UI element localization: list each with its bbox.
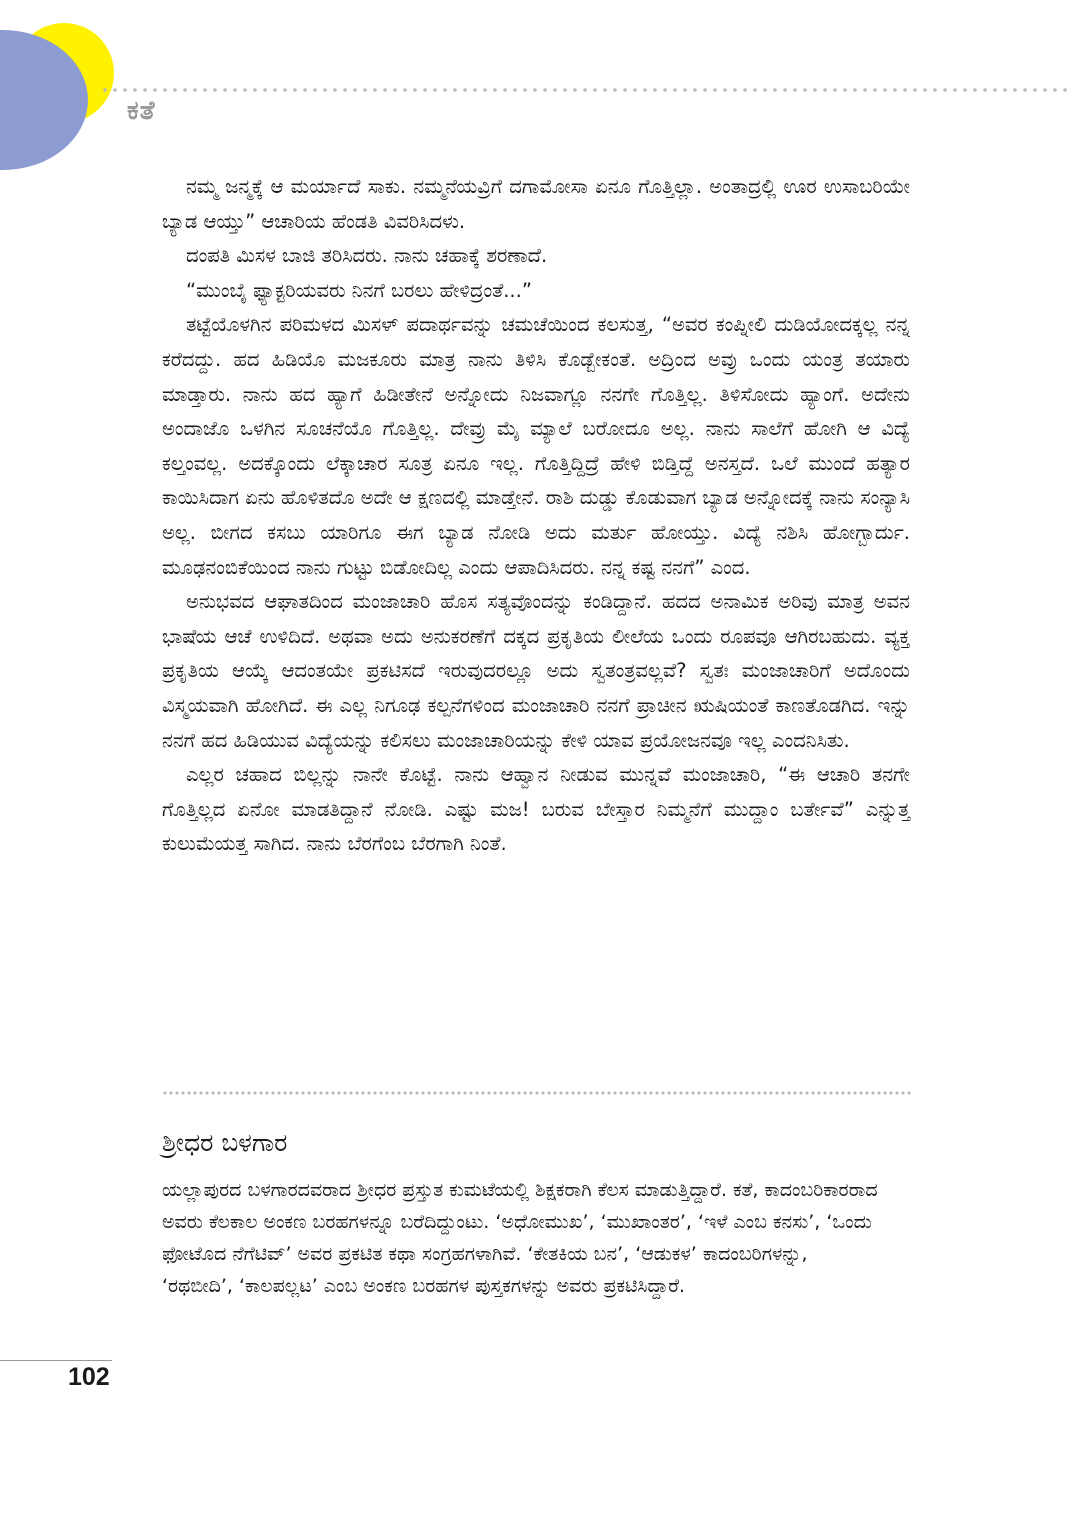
header-dotted-divider [100,87,1072,93]
page-number: 102 [68,1363,110,1391]
author-bio: ಯಲ್ಲಾಪುರದ ಬಳಗಾರದವರಾದ ಶ್ರೀಧರ ಪ್ರಸ್ತುತ ಕುಮಟೆಯಲ್ಲಿ ಶಿಕ್ಷಕರಾಗಿ ಕೆಲಸ ಮಾಡುತ್ತಿದ್ದಾರೆ. ಕತೆ, ಕಾದಂಬರಿಕಾರರಾದ ಅವರು ಕೆಲಕಾಲ ಅಂಕಣ ಬರಹಗಳನ್ನೂ ಬರೆದಿದ್ದುಂಟು. ‘ಅಧೋಮುಖ’, ‘ಮುಖಾಂತರ’, ‘ಇಳೆ ಎಂಬ ಕನಸು’, ‘ಒಂದು ಫೋಟೊದ ನೆಗೆಟಿವ್’ ಅವರ ಪ್ರಕಟಿತ ಕಥಾ ಸಂಗ್ರಹಗಳಾಗಿವೆ. ‘ಕೇತಕಿಯ ಬನ’, ‘ಆಡುಕಳ’ ಕಾದಂಬರಿಗಳನ್ನು, ‘ರಥಬೀದಿ’, ‘ಕಾಲಪಲ್ಲಟ’ ಎಂಬ ಅಂಕಣ ಬರಹಗಳ ಪುಸ್ತಕಗಳನ್ನು ಅವರು ಪ್ರಕಟಿಸಿದ್ದಾರೆ. [162,1179,878,1297]
page-number-rule [0,1360,112,1361]
story-body [162,170,910,862]
section-label: ಕತೆ [127,96,156,126]
author-name: ಶ್ರೀಧರ ಬಳಗಾರ [162,1128,288,1157]
story-paragraph: ಅನುಭವದ ಆಘಾತದಿಂದ ಮಂಜಾಚಾರಿ ಹೊಸ ಸತ್ಯವೊಂದನ್ನು ಕಂಡಿದ್ದಾನೆ. ಹದದ ಅನಾಮಿಕ ಅರಿವು ಮಾತ್ರ ಅವನ ಭಾಷೆಯ ಆಚೆ ಉಳಿದಿದೆ. ಅಥವಾ ಅದು ಅನುಕರಣೆಗೆ ದಕ್ಕದ ಪ್ರಕೃತಿಯ ಲೀಲೆಯ ಒಂದು ರೂಪವೂ ಆಗಿರಬಹುದು. ವ್ಯಕ್ತ ಪ್ರಕೃತಿಯ ಆಯ್ಕೆ ಆದಂತಯೇ ಪ್ರಕಟಿಸದೆ ಇರುವುದರಲ್ಲೂ ಅದು ಸ್ವತಂತ್ರವಲ್ಲವೆ? ಸ್ವತಃ ಮಂಜಾಚಾರಿಗೆ ಅದೊಂದು ವಿಸ್ಮಯವಾಗಿ ಹೋಗಿದೆ. ಈ ಎಲ್ಲ ನಿಗೂಢ ಕಲ್ಪನೆಗಳಿಂದ ಮಂಜಾಚಾರಿ ನನಗೆ ಪ್ರಾಚೀನ ಋಷಿಯಂತೆ ಕಾಣತೊಡಗಿದ. ಇನ್ನು ನನಗೆ ಹದ ಹಿಡಿಯುವ ವಿದ್ಯೆಯನ್ನು ಕಲಿಸಲು ಮಂಜಾಚಾರಿಯನ್ನು ಕೇಳಿ ಯಾವ ಪ್ರಯೋಜನವೂ ಇಲ್ಲ ಎಂದನಿಸಿತು. [162,590,910,752]
story-paragraph: ನಮ್ಮ ಜನ್ಮಕ್ಕೆ ಆ ಮರ್ಯಾದೆ ಸಾಕು. ನಮ್ಮನೆಯವ್ರಿಗೆ ದಗಾಮೋಸಾ ಏನೂ ಗೊತ್ತಿಲ್ಲಾ. ಅಂತಾದ್ರಲ್ಲಿ ಊರ ಉಸಾಬರಿಯೇ ಬ್ಯಾಡ ಆಯ್ತು” ಆಚಾರಿಯ ಹೆಂಡತಿ ವಿವರಿಸಿದಳು. [162,175,910,233]
story-paragraph: ಎಲ್ಲರ ಚಹಾದ ಬಿಲ್ಲನ್ನು ನಾನೇ ಕೊಟ್ಟೆ. ನಾನು ಆಹ್ವಾನ ನೀಡುವ ಮುನ್ನವೆ ಮಂಜಾಚಾರಿ, “ಈ ಆಚಾರಿ ತನಗೇ ಗೊತ್ತಿಲ್ಲದ ಏನೋ ಮಾಡತಿದ್ದಾನೆ ನೋಡಿ. ಎಷ್ಟು ಮಜ! ಬರುವ ಬೇಸ್ತಾರ ನಿಮ್ಮನೆಗೆ ಮುದ್ದಾಂ ಬರ್ತೇವೆ” ಎನ್ನುತ್ತ ಕುಲುಮೆಯತ್ತ ಸಾಗಿದ. ನಾನು ಬೆರಗೆಂಬ ಬೆರಗಾಗಿ ನಿಂತೆ. [162,763,910,856]
section-dotted-divider [162,1091,912,1095]
story-paragraph: ತಟ್ಟೆಯೊಳಗಿನ ಪರಿಮಳದ ಮಿಸಳ್ ಪದಾರ್ಥವನ್ನು ಚಮಚೆಯಿಂದ ಕಲಸುತ್ತ, “ಅವರ ಕಂಪ್ನೀಲಿ ದುಡಿಯೋದಕ್ಕಲ್ಲ ನನ್ನ ಕರೆದದ್ದು. ಹದ ಹಿಡಿಯೊ ಮಜಕೂರು ಮಾತ್ರ ನಾನು ತಿಳಿಸಿ ಕೊಡ್ಬೇಕಂತೆ. ಅದ್ರಿಂದ ಅವ್ರು ಒಂದು ಯಂತ್ರ ತಯಾರು ಮಾಡ್ತಾರು. ನಾನು ಹದ ಹ್ಯಾಗೆ ಹಿಡೀತೇನೆ ಅನ್ನೋದು ನಿಜವಾಗ್ಲೂ ನನಗೇ ಗೊತ್ತಿಲ್ಲ. ತಿಳಿಸೋದು ಹ್ಯಾಂಗೆ. ಅದೇನು ಅಂದಾಜೊ ಒಳಗಿನ ಸೂಚನೆಯೊ ಗೊತ್ತಿಲ್ಲ. ದೇವ್ರು ಮೈ ಮ್ಯಾಲೆ ಬರೋದೂ ಅಲ್ಲ. ನಾನು ಸಾಲೆಗೆ ಹೋಗಿ ಆ ವಿದ್ಯೆ ಕಲ್ತಂವಲ್ಲ. ಅದಕ್ಕೊಂದು ಲೆಕ್ಕಾಚಾರ ಸೂತ್ರ ಏನೂ ಇಲ್ಲ. ಗೊತ್ತಿದ್ದಿದ್ರೆ ಹೇಳಿ ಬಿಡ್ತಿದ್ದೆ ಅನಸ್ತದೆ. ಒಲೆ ಮುಂದೆ ಹತ್ಯಾರ ಕಾಯಿಸಿದಾಗ ಏನು ಹೊಳಿತದೊ ಅದೇ ಆ ಕ್ಷಣದಲ್ಲಿ ಮಾಡ್ತೇನೆ. ರಾಶಿ ದುಡ್ಡು ಕೊಡುವಾಗ ಬ್ಯಾಡ ಅನ್ನೋದಕ್ಕೆ ನಾನು ಸಂನ್ಯಾಸಿ ಅಲ್ಲ. ಬೀಗದ ಕಸಬು ಯಾರಿಗೂ ಈಗ ಬ್ಯಾಡ ನೋಡಿ ಅದು ಮರ್ತು ಹೋಯ್ತು. ವಿದ್ಯೆ ನಶಿಸಿ ಹೋಗ್ಬಾರ್ದು. ಮೂಢನಂಬಿಕೆಯಿಂದ ನಾನು ಗುಟ್ಟು ಬಿಡೋದಿಲ್ಲ ಎಂದು ಆಪಾದಿಸಿದರು. ನನ್ನ ಕಷ್ಟ ನನಗೆ” ಎಂದ. [162,313,910,579]
story-paragraph: ದಂಪತಿ ಮಿಸಳ ಬಾಜಿ ತರಿಸಿದರು. ನಾನು ಚಹಾಕ್ಕೆ ಶರಣಾದೆ. [186,244,548,268]
story-paragraph: “ಮುಂಬೈ ಫ್ಯಾಕ್ಟರಿಯವರು ನಿನಗೆ ಬರಲು ಹೇಳಿದ್ರಂತೆ...” [186,278,532,302]
